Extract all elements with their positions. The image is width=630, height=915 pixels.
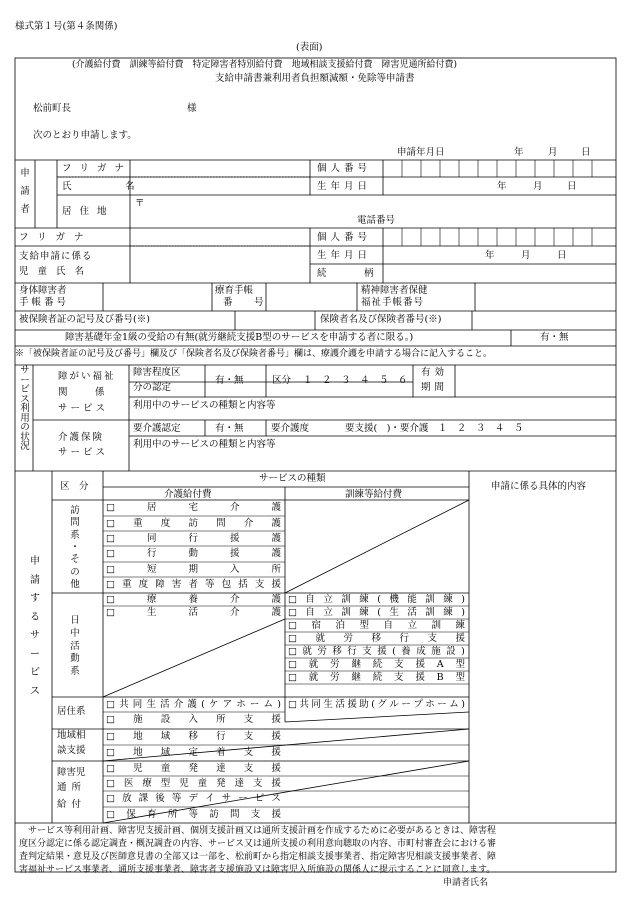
child-birthdate-label: 生年月日 xyxy=(317,250,372,261)
intro-text: 次のとおり申請します。 xyxy=(33,130,137,141)
form-title-line1: (介護給付費 訓練等給付費 特定障害者特別給付費 地域相談支援給付費 障害児通所給付費) xyxy=(72,60,458,70)
welfare-label-line: 障がい福祉 xyxy=(58,371,116,382)
services-section-label: 申 請 す る サ ー ビ ス xyxy=(30,556,40,697)
service-item[interactable]: □ 地 域 定 着 支 援 xyxy=(106,747,281,758)
insurer-label: 保険者名及び保険者番号(※) xyxy=(320,314,442,325)
physical-handbook-label-line1: 身体障害者 xyxy=(19,285,67,296)
child-birth-day: 日 xyxy=(557,250,567,261)
insurance-note: ※「被保険者証の記号及び番号」欄及び「保険者名及び保険者番号」欄は、療護介護を申請する場合に記入すること。 xyxy=(15,349,493,359)
service-item[interactable]: □ 同 行 援 護 xyxy=(106,533,281,544)
care-level-label: 要介護度 xyxy=(271,423,310,434)
service-item[interactable]: □ 施 設 入 所 支 援 xyxy=(106,714,281,725)
child-furigana-label: フリガナ xyxy=(19,232,93,243)
child-name-label-line1: 支給申請に係る xyxy=(19,251,93,262)
pension-label: 障害基礎年金1級の受給の有無(就労継続支援B型のサービスを申請する者に限る。) xyxy=(65,332,414,343)
child-name-label-line2: 児 童 氏 名 xyxy=(19,266,88,277)
pension-choice[interactable]: 有・無 xyxy=(540,332,569,343)
child-birth-month: 月 xyxy=(521,250,531,261)
apply-day: 日 xyxy=(581,147,591,158)
ryoiku-handbook-label-line2: 番 号 xyxy=(223,297,270,308)
addressee: 松前町長 xyxy=(33,103,72,114)
care-current-services: 利用中のサービスの種類と内容等 xyxy=(133,439,276,450)
day-group-label: 日 中 活 動 系 xyxy=(70,615,80,678)
service-item[interactable]: □ 共 同 生 活 介 護 ( ケ ア ホ ー ム ) xyxy=(106,699,281,710)
applicant-personal-number-label: 個人番号 xyxy=(317,163,372,174)
care-cert-choice[interactable]: 有・無 xyxy=(215,423,244,434)
form-title-line2: 支給申請書兼利用者負担額減額・免除等申請書 xyxy=(215,73,415,84)
service-item[interactable]: □ 生 活 介 護 xyxy=(106,607,281,618)
service-item[interactable]: □ 就 労 継 続 支 援 B 型 xyxy=(288,672,465,683)
training-benefit-column: 訓練等給付費 xyxy=(345,489,403,500)
service-item[interactable]: □ 行 動 援 護 xyxy=(106,548,281,559)
insured-card-label: 被保険者証の記号及び番号(※) xyxy=(19,314,150,325)
applicant-birth-year: 年 xyxy=(497,181,507,192)
signature-label: 申請者氏名 xyxy=(443,878,489,888)
visit-group-label: 訪 問 系 ・ そ の 他 xyxy=(70,505,80,591)
apply-year: 年 xyxy=(514,147,524,158)
service-item[interactable]: □ 放 課 後 等 デ イ サ ー ビ ス xyxy=(106,793,281,804)
child-group-label-line2: 通所 xyxy=(57,782,87,793)
care-label-line2: サービス xyxy=(58,447,109,458)
division-header: 区 分 xyxy=(60,481,89,492)
child-personal-number-label: 個人番号 xyxy=(317,232,372,243)
applicant-birth-day: 日 xyxy=(567,181,577,192)
welfare-label-line2: 関 係 xyxy=(58,387,114,398)
child-group-label-line3: 給付 xyxy=(57,799,87,810)
class-label: 区分 xyxy=(272,375,292,386)
residence-group-label: 居住系 xyxy=(57,706,86,717)
child-relationship-label: 続 柄 xyxy=(317,268,388,279)
service-item[interactable]: □ 重 度 訪 問 介 護 xyxy=(106,518,281,529)
valid-label-line2: 期間 xyxy=(421,382,449,393)
detail-column: 申請に係る具体的内容 xyxy=(491,481,587,492)
applicant-name-label: 氏 名 xyxy=(62,181,157,192)
service-item[interactable]: □ 児 童 発 達 支 援 xyxy=(106,763,281,774)
apply-date-label: 申請年月日 xyxy=(397,147,445,158)
ryoiku-handbook-label-line1: 療育手帳 xyxy=(215,285,254,296)
care-label-line1: 介護保険 xyxy=(58,432,105,443)
applicant-section-label: 申 請 者 xyxy=(20,168,30,216)
mental-handbook-label-line1: 精神障害者保健 xyxy=(361,285,428,296)
cert-label-line2: 分の認定 xyxy=(133,382,172,393)
form-side-label: (表面) xyxy=(296,42,323,53)
addressee-honorific: 様 xyxy=(187,103,197,114)
welfare-current-services: 利用中のサービスの種類と内容等 xyxy=(133,400,276,411)
postal-mark: 〒 xyxy=(135,198,145,209)
community-group-label-line1: 地域相 xyxy=(57,730,86,741)
consent-text-line2: 度区分認定に係る認定調査・概況調査の内容、サービス又は通所支援の利用意向聴取の内容、市町村審査会における審 xyxy=(19,839,497,849)
usage-section-label: サ ー ビ ス 利 用 の 状 況 xyxy=(20,365,30,452)
service-item[interactable]: □ 自 立 訓 練 ( 機 能 訓 練 ) xyxy=(288,594,465,605)
service-item[interactable]: □ 自 立 訓 練 ( 生 活 訓 練 ) xyxy=(288,607,465,618)
consent-text-line3: 査判定結果・意見及び医師意見書の全部又は一部を、松前町から指定相談支援事業者、指定障害児相談支援事業者、障 xyxy=(19,852,497,862)
welfare-label-line3: サービス xyxy=(58,403,109,414)
service-item[interactable]: □ 就 労 移 行 支 援 xyxy=(288,633,465,644)
service-item[interactable]: □ 宿 泊 型 自 立 訓 練 xyxy=(288,620,465,631)
service-kind-header: サービスの種類 xyxy=(259,473,326,484)
service-item[interactable]: □ 重 度 障 害 者 等 包 括 支 援 xyxy=(106,579,281,590)
class-values[interactable]: １ ２ ３ ４ ５ ６ xyxy=(303,375,408,386)
consent-text-line4: 害福祉サービス事業者、通所支援事業者、障害者支援施設又は障害児入所施設の関係人に提示することに同意します。 xyxy=(19,865,496,875)
applicant-address-label: 居住地 xyxy=(62,206,115,217)
phone-label: 電話番号 xyxy=(357,215,396,226)
service-item[interactable]: □ 保 育 所 等 訪 問 支 援 xyxy=(106,809,281,820)
child-birth-year: 年 xyxy=(485,250,495,261)
apply-month: 月 xyxy=(548,147,558,158)
service-item[interactable]: □ 療 養 介 護 xyxy=(106,594,281,605)
valid-label-line1: 有効 xyxy=(421,367,449,378)
form-number: 様式第１号(第４条関係) xyxy=(15,21,118,32)
applicant-birth-month: 月 xyxy=(533,181,543,192)
service-item[interactable]: □ 共 同 生 活 援 助 ( グ ル ー プ ホ ー ム ) xyxy=(288,699,465,710)
service-item[interactable]: □ 就 労 移 行 支 援 ( 養 成 施 設 ) xyxy=(288,646,465,657)
mental-handbook-label-line2: 福祉手帳番号 xyxy=(361,297,425,308)
care-level-values[interactable]: 要支援( )・要介護 １ ２ ３ ４ ５ xyxy=(345,423,524,434)
applicant-birthdate-label: 生年月日 xyxy=(317,181,372,192)
care-benefit-column: 介護給付費 xyxy=(164,489,212,500)
physical-handbook-label-line2: 手帳番号 xyxy=(19,297,70,308)
cert-label-line1: 障害程度区 xyxy=(133,367,181,378)
service-item[interactable]: □ 居 宅 介 護 xyxy=(106,502,281,513)
applicant-furigana-label: フ リ ガ ナ xyxy=(62,163,124,174)
cert-choice[interactable]: 有・無 xyxy=(215,375,244,386)
service-item[interactable]: □ 医 療 型 児 童 発 達 支 援 xyxy=(106,778,281,789)
service-item[interactable]: □ 就 労 継 続 支 援 A 型 xyxy=(288,659,465,670)
care-cert-label: 要介護認定 xyxy=(133,423,181,434)
service-item[interactable]: □ 短 期 入 所 xyxy=(106,564,281,575)
service-item[interactable]: □ 地 域 移 行 支 援 xyxy=(106,731,281,742)
community-group-label-line2: 談支援 xyxy=(57,745,86,756)
child-group-label-line1: 障害児 xyxy=(57,767,86,778)
consent-text-line1: サービス等利用計画、障害児支援計画、個別支援計画又は通所支援計画を作成するために必要があるときは、障害程 xyxy=(19,826,497,836)
